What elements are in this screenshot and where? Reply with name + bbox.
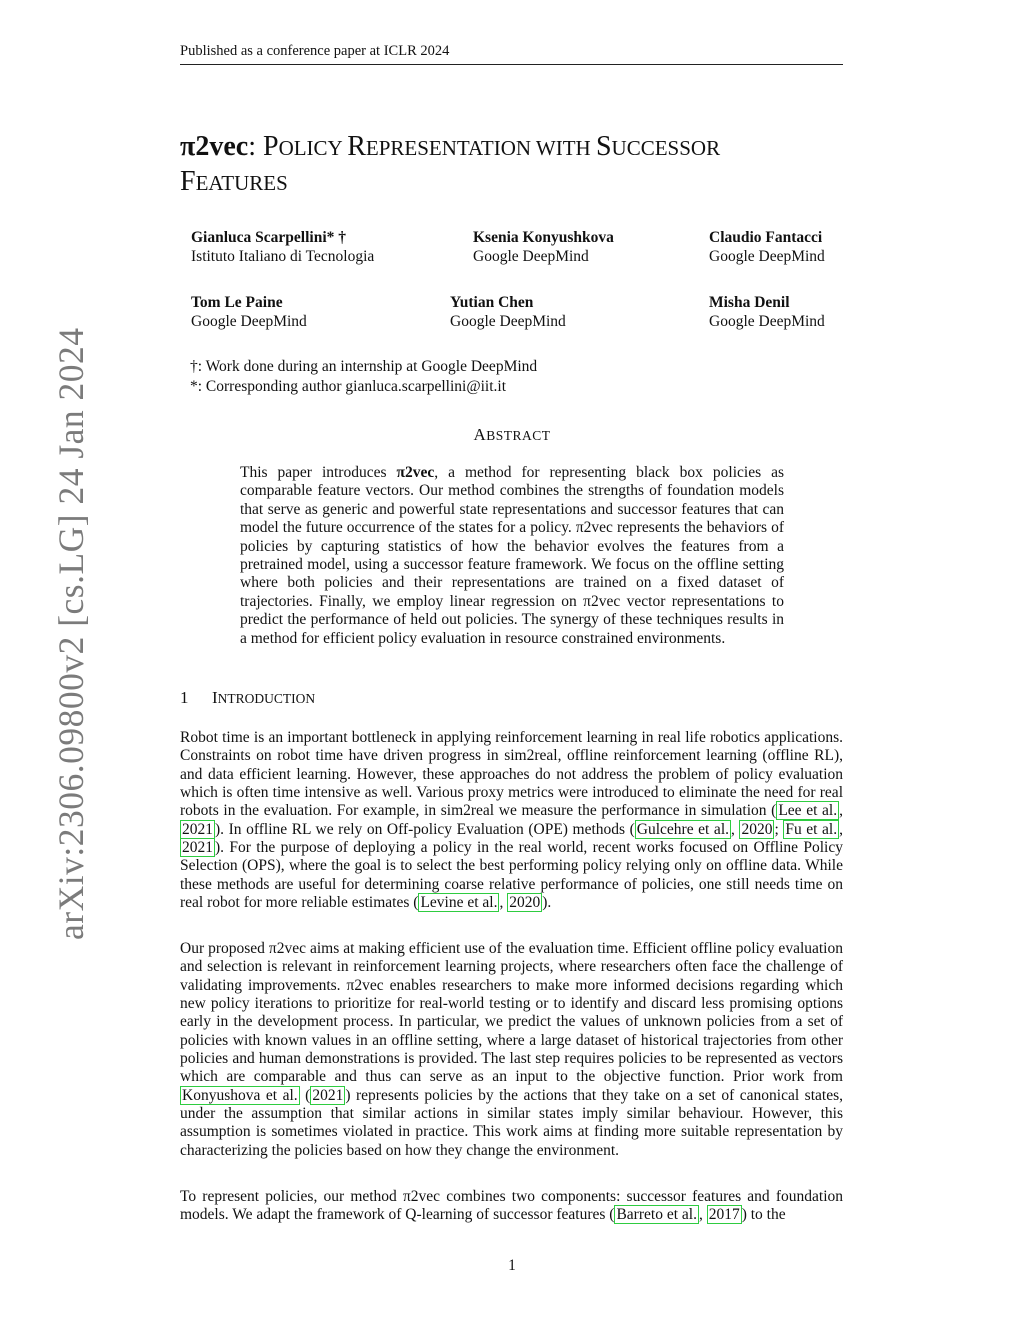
running-header: Published as a conference paper at ICLR 2024	[180, 43, 843, 65]
author-name: Gianluca Scarpellini* †	[191, 229, 347, 246]
author-name: Misha Denil	[709, 294, 790, 311]
author-block	[191, 228, 374, 266]
author-affiliation: Google DeepMind	[191, 313, 307, 330]
paper-title: π2vec: POLICY REPRESENTATION WITH SUCCESSOR FEATURES	[180, 131, 721, 197]
internship-note: †: Work done during an internship at Google DeepMind	[190, 358, 538, 375]
citation-link[interactable]: 2020	[509, 894, 541, 912]
citation-link[interactable]: 2021	[182, 820, 213, 838]
citation-link[interactable]: 2021	[182, 839, 213, 857]
arxiv-stamp-text: arXiv:2306.09800v2 [cs.LG] 24 Jan 2024	[51, 327, 91, 940]
author-affiliation: Google DeepMind	[473, 248, 589, 265]
author-affiliation: Istituto Italiano di Tecnologia	[191, 248, 375, 265]
author-block	[450, 293, 566, 331]
author-block	[473, 228, 614, 266]
paragraph: To represent policies, our method π2vec combines two components: successor features and foundation models. We adapt the framework of Q-learning of successor features ( Barreto et al. , 2017 ) to the	[180, 1188, 843, 1224]
arxiv-stamp	[20, 327, 91, 940]
paragraph: Robot time is an important bottleneck in applying reinforcement learning in real life robotics applications. Constraints on robot time have driven progress in sim2real, offline reinforcement learning (offline RL), and data efficient learning. However, these approaches do not address the problem of policy evaluation which is often time intensive as well. Various proxy metrics were introduced to eliminate the need for real robots in the evaluation. For example, in sim2real we measure the performance in simulation ( Lee et al. , 2021 ). In offline RL we rely on Off-policy Evaluation (OPE) methods ( Gulcehre et al. , 2020 ; Fu et al. , 2021 ). For the purpose of deploying a policy in the real world, recent works focused on Offline Policy Selection (OPS), where the goal is to select the best performing policy relying only on offline data. While these methods are useful for determining coarse relative performance of policies, one still needs time on real robot for more reliable estimates ( Levine et al. , 2020 ).	[180, 729, 843, 912]
author-affiliation: Google DeepMind	[709, 313, 825, 330]
citation-link[interactable]: Fu et al.	[785, 820, 838, 838]
citation-link[interactable]: Gulcehre et al.	[636, 820, 729, 838]
citation-link[interactable]: Lee et al.	[778, 802, 838, 820]
author-affiliation: Google DeepMind	[450, 313, 566, 330]
citation-link[interactable]: Konyushova et al.	[182, 1086, 298, 1104]
author-block	[191, 293, 307, 331]
abstract-heading: ABSTRACT	[473, 425, 551, 444]
corresponding-note: *: Corresponding author gianluca.scarpellini@iit.it	[190, 378, 507, 395]
abstract-text: This paper introduces π2vec, a method for representing black box policies as comparable feature vectors. Our method combines the strengths of foundation models that serve as generic and powerful state representations and successor features that can model the future occurrence of the states for a policy. π2vec represents the behaviors of policies by capturing statistics of how the behavior evolves the features from a pretrained model, using a successor feature framework. We focus on the offline setting where both policies and their representations are trained on a fixed dataset of trajectories. Finally, we employ linear regression on π2vec vector representations to predict the performance of held out policies. The synergy of these techniques results in a method for efficient policy evaluation in resource constrained environments.	[240, 464, 784, 647]
author-block	[709, 293, 825, 331]
citation-link[interactable]: Barreto et al.	[616, 1206, 697, 1224]
author-name: Ksenia Konyushkova	[473, 229, 614, 246]
author-name: Claudio Fantacci	[709, 229, 823, 246]
page-number: 1	[508, 1257, 516, 1274]
author-affiliation: Google DeepMind	[709, 248, 825, 265]
author-block	[709, 228, 825, 266]
author-notes	[190, 357, 537, 397]
paragraph: Our proposed π2vec aims at making efficient use of the evaluation time. Efficient offline policy evaluation and selection is relevant in reinforcement learning projects, where researchers often face the challenge of validating improvements. π2vec enables researchers to make more informed decisions regarding which new policy iterations to prioritize for real-world testing or to identify and discard less promising options early in the development process. In particular, we predict the values of unknown policies from a set of policies with known values in an offline setting, where a large dataset of historical trajectories from other policies and human demonstrations is provided. The last step requires policies to be represented as vectors which are comparable and thus can serve as an input to the objective function. Prior work from Konyushova et al. ( 2021 ) represents policies by the actions that they take on a set of canonical states, under the assumption that similar actions in similar states imply similar behaviour. However, this assumption is sometimes violated in practice. This work aims at finding more suitable representation by characterizing the policies based on how they change the environment.	[180, 940, 843, 1159]
author-name: Yutian Chen	[450, 294, 534, 311]
author-name: Tom Le Paine	[191, 294, 283, 311]
citation-link[interactable]: 2020	[741, 820, 773, 838]
citation-link[interactable]: 2021	[312, 1086, 344, 1104]
section-heading: 1 INTRODUCTION	[180, 688, 316, 707]
citation-link[interactable]: Levine et al.	[420, 894, 498, 912]
citation-link[interactable]: 2017	[708, 1206, 740, 1224]
